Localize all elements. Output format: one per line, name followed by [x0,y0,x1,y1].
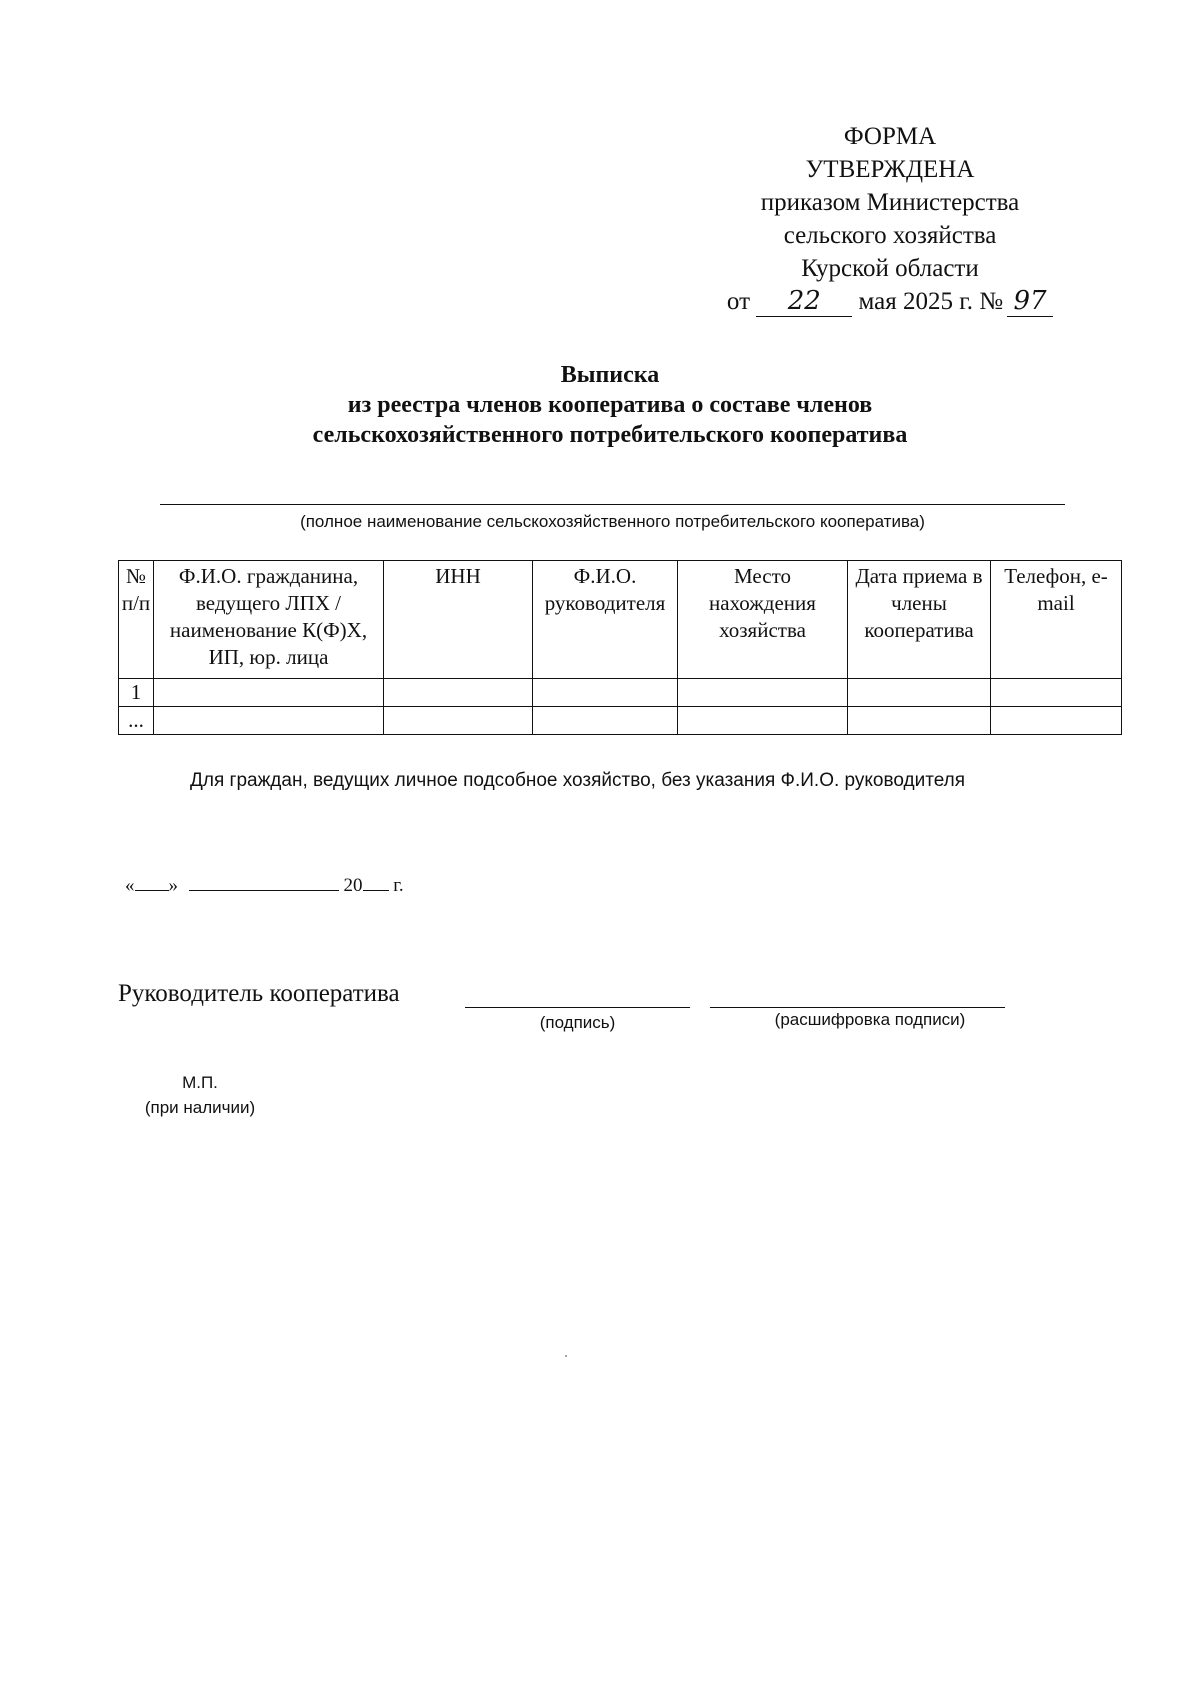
table-cell [533,679,678,707]
cooperative-name-line [160,504,1065,505]
signature-decode-line [710,1007,1005,1008]
approval-date-line [690,285,1090,318]
table-cell: 1 [119,679,154,707]
table-header-row [119,561,1122,679]
table-cell [991,707,1122,735]
table-cell [678,707,848,735]
date-close-quote: » [168,875,178,896]
stamp-condition: (при наличии) [144,1098,256,1117]
date-year-suffix: г. [393,875,404,896]
date-year-prefix: 20 [343,875,363,896]
approval-block [690,120,1090,318]
title-line-1: Выписка [560,362,660,388]
signature-line [465,1007,690,1008]
lph-note: Для граждан, ведущих личное подсобное хозяйство, без указания Ф.И.О. руководителя [190,770,966,791]
table-cell [384,679,533,707]
members-register-table [118,560,1122,735]
table-cell [384,707,533,735]
approval-line-ministry: сельского хозяйства [783,222,997,249]
table-row [119,679,1122,707]
approval-order-number: 97 [1007,288,1053,317]
approval-date-day: 22 [756,288,852,317]
signature-caption: (подпись) [539,1013,616,1032]
date-year-blank [363,872,389,891]
table-row [119,707,1122,735]
document-title [200,360,1020,450]
header-head-name: Ф.И.О. руководителя [533,561,678,679]
approval-line-order: приказом Министерства [760,189,1020,216]
title-line-3: сельскохозяйственного потребительского кооператива [312,422,908,448]
stamp-block [120,1070,280,1120]
signature-label: Руководитель кооператива [118,980,400,1007]
approval-line-form: ФОРМА [843,123,937,150]
table-cell [533,707,678,735]
header-contacts: Телефон, e-mail [991,561,1122,679]
header-inn: ИНН [384,561,533,679]
table-cell [848,679,991,707]
table-cell: ... [119,707,154,735]
table-cell [678,679,848,707]
date-day-blank [135,872,169,891]
cooperative-name-caption: (полное наименование сельскохозяйственного потребительского кооператива) [300,512,925,531]
signature-decode-caption: (расшифровка подписи) [774,1010,966,1029]
header-member-name: Ф.И.О. гражданина, ведущего ЛПХ / наименование К(Ф)Х, ИП, юр. лица [154,561,384,679]
approval-date-month-year: мая 2025 г. № [858,288,1004,315]
header-admission-date: Дата приема в члены кооператива [848,561,991,679]
scan-speck [565,1355,567,1357]
approval-line-approved: УТВЕРЖДЕНА [805,156,975,183]
date-fill-line [125,872,404,897]
stamp-label: М.П. [182,1073,218,1092]
table-cell [991,679,1122,707]
header-location: Место нахождения хозяйства [678,561,848,679]
header-number: № п/п [119,561,154,679]
date-open-quote: « [125,875,135,896]
approval-date-prefix: от [726,288,751,315]
table-cell [848,707,991,735]
date-month-blank [189,872,339,891]
table-cell [154,679,384,707]
table-cell [154,707,384,735]
approval-line-region: Курской области [801,255,979,282]
title-line-2: из реестра членов кооператива о составе членов [347,392,873,418]
